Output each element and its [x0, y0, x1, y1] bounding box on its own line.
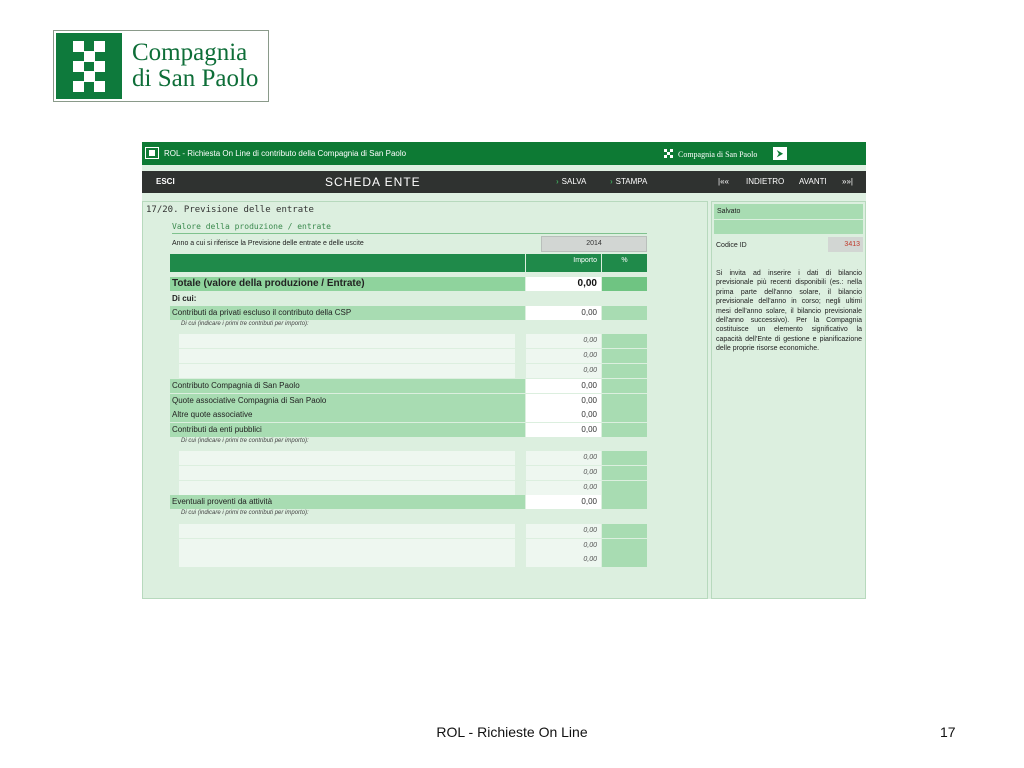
avanti-button[interactable]: AVANTI	[799, 177, 827, 186]
first-page-button[interactable]: |««	[718, 177, 729, 186]
title-bar	[142, 142, 866, 165]
sub-percent	[602, 539, 647, 553]
input-proventi[interactable]: 0,00	[526, 495, 601, 509]
dicui-hint: Di cui (indicare i primi tre contributi per importo):	[181, 321, 309, 327]
column-header-percent: %	[602, 254, 647, 272]
slide-footer: ROL - Richieste On Line	[436, 724, 588, 740]
percent-quote-csp	[602, 394, 647, 408]
bullet-icon: ›	[610, 177, 613, 186]
sub-value-input[interactable]: 0,00	[526, 451, 601, 465]
input-altre-quote[interactable]: 0,00	[526, 408, 601, 422]
sub-name-input[interactable]	[179, 364, 515, 378]
sub-percent	[602, 466, 647, 480]
total-percent	[602, 277, 647, 291]
brand-text: Compagnia di San Paolo	[678, 149, 758, 159]
app-window	[142, 142, 866, 599]
sub-name-input[interactable]	[179, 524, 515, 538]
form-panel	[142, 201, 708, 599]
row-label-altre-quote: Altre quote associative	[170, 408, 525, 422]
info-sidebar	[711, 201, 866, 599]
toolbar	[142, 171, 866, 193]
input-enti-pubblici[interactable]: 0,00	[526, 423, 601, 437]
sub-value-input[interactable]: 0,00	[526, 481, 601, 495]
input-quote-csp[interactable]: 0,00	[526, 394, 601, 408]
sub-name-input[interactable]	[179, 466, 515, 480]
row-label-enti-pubblici: Contributi da enti pubblici	[170, 423, 525, 437]
sub-name-input[interactable]	[179, 349, 515, 363]
subsection-title: Valore della produzione / entrate	[172, 222, 647, 234]
sub-value-input[interactable]: 0,00	[526, 553, 601, 567]
sub-name-input[interactable]	[179, 334, 515, 348]
year-field[interactable]: 2014	[541, 236, 647, 252]
sub-value-input[interactable]: 0,00	[526, 524, 601, 538]
window-icon[interactable]	[145, 147, 159, 159]
sub-name-input[interactable]	[179, 539, 515, 553]
percent-csp	[602, 379, 647, 393]
sub-value-input[interactable]: 0,00	[526, 539, 601, 553]
sub-name-input[interactable]	[179, 481, 515, 495]
logo-line-2: di San Paolo	[132, 65, 259, 92]
window-title: ROL - Richiesta On Line di contributo della Compagnia di San Paolo	[164, 149, 407, 158]
sub-name-input[interactable]	[179, 553, 515, 567]
page-number: 17	[940, 724, 956, 740]
percent-altre-quote	[602, 408, 647, 422]
table-header	[170, 254, 525, 272]
row-label-privati: Contributi da privati escluso il contributo della CSP	[170, 306, 525, 320]
brand-label	[664, 147, 757, 161]
row-label-csp: Contributo Compagnia di San Paolo	[170, 379, 525, 393]
row-label-quote-csp: Quote associative Compagnia di San Paolo	[170, 394, 525, 408]
year-label: Anno a cui si riferisce la Previsione delle entrate e delle uscite	[172, 240, 364, 247]
logo-checker-icon	[56, 33, 122, 99]
salva-label: SALVA	[561, 177, 587, 186]
sub-value-input[interactable]: 0,00	[526, 466, 601, 480]
sub-value-input[interactable]: 0,00	[526, 364, 601, 378]
input-csp[interactable]: 0,00	[526, 379, 601, 393]
code-label: Codice ID	[716, 242, 747, 249]
sub-percent	[602, 481, 647, 495]
last-page-button[interactable]: »»|	[842, 177, 853, 186]
save-status: Salvato	[714, 204, 863, 219]
indietro-button[interactable]: INDIETRO	[746, 177, 785, 186]
salva-button[interactable]	[556, 177, 586, 186]
sub-percent	[602, 364, 647, 378]
sub-name-input[interactable]	[179, 451, 515, 465]
logo-line-1: Compagnia	[132, 39, 248, 66]
brand-checker-icon	[664, 149, 674, 159]
row-label-proventi: Eventuali proventi da attività	[170, 495, 525, 509]
arrow-right-icon[interactable]: ⮞	[773, 147, 787, 160]
percent-proventi	[602, 495, 647, 509]
sub-value-input[interactable]: 0,00	[526, 349, 601, 363]
total-value: 0,00	[526, 277, 601, 291]
status-spacer	[714, 220, 863, 234]
total-label: Totale (valore della produzione / Entrate)	[170, 277, 525, 291]
company-logo	[53, 30, 269, 102]
sub-value-input[interactable]: 0,00	[526, 334, 601, 348]
bullet-icon: ›	[556, 177, 559, 186]
stampa-button[interactable]	[610, 177, 647, 186]
logo-wordmark	[132, 40, 258, 92]
dicui-hint: Di cui (indicare i primi tre contributi per importo):	[181, 510, 309, 516]
stampa-label: STAMPA	[615, 177, 648, 186]
dicui-label: Di cui:	[172, 294, 197, 303]
sub-percent	[602, 349, 647, 363]
percent-enti-pubblici	[602, 423, 647, 437]
column-header-importo: Importo	[526, 254, 601, 272]
help-note: Si invita ad inserire i dati di bilancio previsionale più recenti disponibili (es.: nella prima parte dell'anno solare, il bilancio previsionale dell'anno in corso; negli ultimi mesi dell'anno solare, il bilancio previsionale dell'anno successivo). Per la Compagnia costituisce un elemento significativo la capacità dell'Ente di gestione e pianificazione delle proprie risorse economiche.	[716, 270, 862, 353]
sub-percent	[602, 334, 647, 348]
screen-title: SCHEDA ENTE	[325, 175, 421, 189]
section-title: 17/20. Previsione delle entrate	[146, 205, 314, 215]
sub-percent	[602, 524, 647, 538]
esci-button[interactable]: ESCI	[156, 177, 175, 186]
sub-percent	[602, 553, 647, 567]
input-privati[interactable]: 0,00	[526, 306, 601, 320]
sub-percent	[602, 451, 647, 465]
dicui-hint: Di cui (indicare i primi tre contributi per importo):	[181, 438, 309, 444]
percent-privati	[602, 306, 647, 320]
code-value: 3413	[828, 237, 863, 252]
